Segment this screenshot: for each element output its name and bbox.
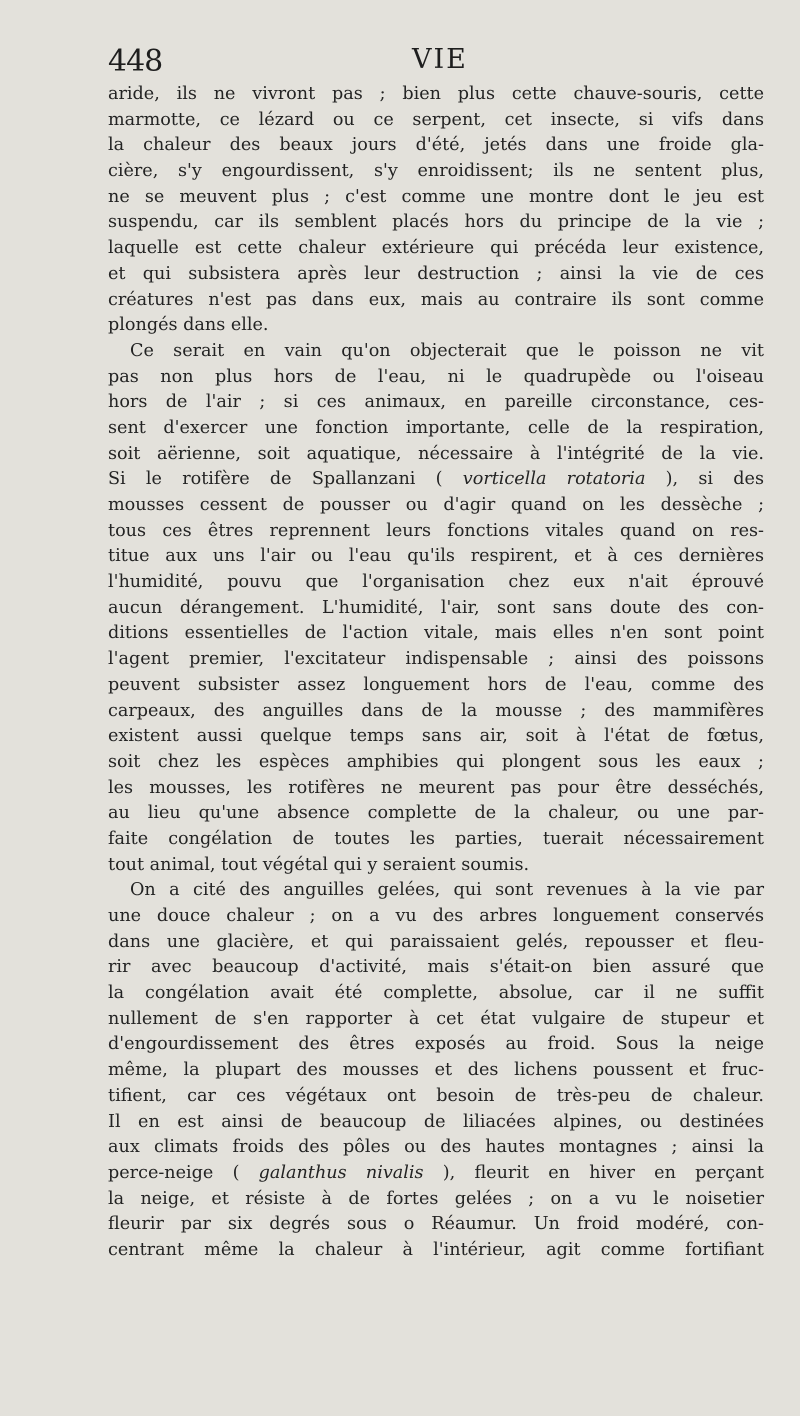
- text-line: soit chez les espèces amphibies qui plongent sous les eaux ;: [108, 751, 764, 772]
- text-line: perce-neige ( galanthus nivalis ), fleurit en hiver en perçant: [108, 1162, 764, 1183]
- page-number: 448: [108, 44, 163, 79]
- text-line: tifient, car ces végétaux ont besoin de très-peu de chaleur.: [108, 1085, 764, 1106]
- text-line: nullement de s'en rapporter à cet état vulgaire de stupeur et: [108, 1008, 764, 1029]
- text-line: titue aux uns l'air ou l'eau qu'ils respirent, et à ces dernières: [108, 546, 764, 567]
- paragraph: [108, 339, 764, 878]
- text-line: rir avec beaucoup d'activité, mais s'était-on bien assuré que: [108, 957, 764, 978]
- paragraph: [108, 82, 764, 339]
- text-line: la congélation avait été complette, absolue, car il ne suffit: [108, 983, 764, 1004]
- body-text: [108, 82, 764, 1264]
- text-line: et qui subsistera après leur destruction ; ainsi la vie de ces: [108, 263, 764, 284]
- text-line: cière, s'y engourdissent, s'y enroidissent; ils ne sentent plus,: [108, 161, 764, 182]
- text-line: aucun dérangement. L'humidité, l'air, sont sans doute des con-: [108, 597, 764, 618]
- text-line: créatures n'est pas dans eux, mais au contraire ils sont comme: [108, 289, 764, 310]
- text-line: centrant même la chaleur à l'intérieur, agit comme fortifiant: [108, 1239, 764, 1260]
- text-line: tout animal, tout végétal qui y seraient soumis.: [108, 854, 530, 875]
- text-line: ditions essentielles de l'action vitale, mais elles n'en sont point: [108, 623, 764, 644]
- text-line: marmotte, ce lézard ou ce serpent, cet insecte, si vifs dans: [108, 109, 764, 130]
- text-line: Ce serait en vain qu'on objecterait que le poisson ne vit: [130, 340, 764, 361]
- text-line: même, la plupart des mousses et des lichens poussent et fruc-: [108, 1060, 764, 1081]
- text-line: l'humidité, pouvu que l'organisation chez eux n'ait éprouvé: [108, 572, 764, 593]
- text-line: la chaleur des beaux jours d'été, jetés dans une froide gla-: [108, 135, 764, 156]
- text-line: une douce chaleur ; on a vu des arbres longuement conservés: [108, 906, 764, 926]
- text-line: peuvent subsister assez longuement hors de l'eau, comme des: [108, 674, 764, 695]
- text-line: sent d'exercer une fonction importante, celle de la respiration,: [108, 417, 764, 438]
- text-line: d'engourdissement des êtres exposés au froid. Sous la neige: [108, 1034, 764, 1055]
- text-line: soit aërienne, soit aquatique, nécessaire à l'intégrité de la vie.: [108, 443, 764, 464]
- text-line: faite congélation de toutes les parties, tuerait nécessairement: [108, 828, 764, 849]
- text-line: ne se meuvent plus ; c'est comme une montre dont le jeu est: [108, 186, 764, 207]
- text-line: la neige, et résiste à de fortes gelées ; on a vu le noisetier: [108, 1188, 764, 1209]
- text-line: On a cité des anguilles gelées, qui sont revenues à la vie par: [130, 880, 764, 901]
- text-line: les mousses, les rotifères ne meurent pas pour être desséchés,: [108, 777, 764, 798]
- text-line: aride, ils ne vivront pas ; bien plus cette chauve-souris, cette: [108, 84, 764, 104]
- text-line: carpeaux, des anguilles dans de la mousse ; des mammifères: [108, 700, 764, 721]
- text-line: tous ces êtres reprennent leurs fonctions vitales quand on res-: [108, 520, 764, 541]
- running-head: VIE: [412, 44, 468, 75]
- text-line: l'agent premier, l'excitateur indispensable ; ainsi des poissons: [108, 649, 764, 670]
- text-line: suspendu, car ils semblent placés hors du principe de la vie ;: [108, 212, 764, 233]
- paragraph: [108, 878, 764, 1263]
- text-line: hors de l'air ; si ces animaux, en pareille circonstance, ces-: [108, 392, 764, 413]
- text-line: laquelle est cette chaleur extérieure qui précéda leur existence,: [108, 238, 764, 259]
- text-line: Si le rotifère de Spallanzani ( vorticella rotatoria ), si des: [108, 469, 764, 490]
- text-line: au lieu qu'une absence complette de la chaleur, ou une par-: [108, 803, 764, 824]
- page-header: [108, 44, 764, 78]
- text-line: pas non plus hors de l'eau, ni le quadrupède ou l'oiseau: [108, 366, 764, 387]
- text-line: mousses cessent de pousser ou d'agir quand on les dessèche ;: [108, 495, 764, 515]
- text-line: fleurir par six degrés sous o Réaumur. Un froid modéré, con-: [108, 1214, 764, 1235]
- text-line: Il en est ainsi de beaucoup de liliacées alpines, ou destinées: [108, 1111, 764, 1132]
- text-line: dans une glacière, et qui paraissaient gelés, repousser et fleu-: [108, 931, 764, 952]
- text-line: aux climats froids des pôles ou des hautes montagnes ; ainsi la: [108, 1137, 764, 1158]
- text-line: existent aussi quelque temps sans air, soit à l'état de fœtus,: [108, 726, 764, 747]
- text-line: plongés dans elle.: [108, 315, 269, 336]
